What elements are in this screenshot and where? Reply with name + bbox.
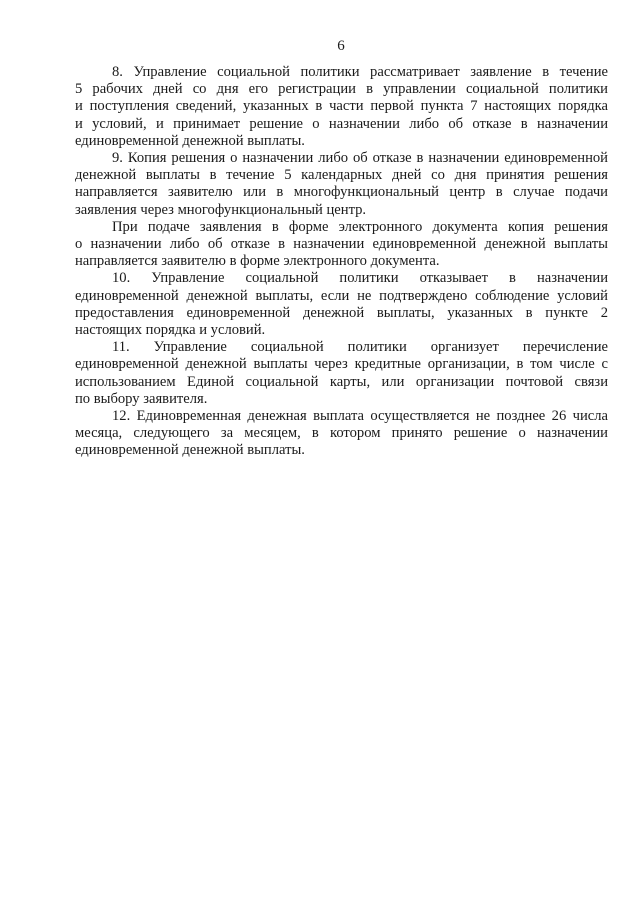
paragraph	[75, 408, 608, 460]
text-line: направляется заявителю или в многофункциональный центр в случае подачи	[75, 184, 608, 201]
text-line: единовременной денежной выплаты.	[75, 132, 305, 149]
text-line: 5 рабочих дней со дня его регистрации в управлении социальной политики	[75, 81, 608, 98]
text-line: по выбору заявителя.	[75, 390, 208, 407]
text-line: единовременной денежной выплаты.	[75, 442, 305, 459]
text-line: 8. Управление социальной политики рассматривает заявление в течение	[112, 64, 608, 80]
text-line: 12. Единовременная денежная выплата осуществляется не позднее 26 числа	[112, 408, 608, 425]
paragraph	[75, 270, 608, 339]
text-line: о назначении либо об отказе в назначении единовременной денежной выплаты	[75, 236, 608, 253]
paragraph	[75, 219, 608, 271]
paragraph	[75, 64, 608, 150]
text-line: направляется заявителю в форме электронного документа.	[75, 253, 440, 270]
text-line: месяца, следующего за месяцем, в котором принято решение о назначении	[75, 425, 608, 442]
text-line: настоящих порядка и условий.	[75, 322, 266, 339]
text-line: 9. Копия решения о назначении либо об отказе в назначении единовременной	[112, 150, 608, 167]
document-body	[75, 64, 608, 460]
text-line: 11. Управление социальной политики организует перечисление	[112, 339, 608, 356]
text-line: использованием Единой социальной карты, или организации почтовой связи	[75, 373, 608, 390]
paragraph	[75, 339, 608, 408]
text-line: и поступления сведений, указанных в части первой пункта 7 настоящих порядка	[75, 98, 608, 115]
text-line: единовременной денежной выплаты через кредитные организации, в том числе с	[75, 356, 608, 373]
text-line: единовременной денежной выплаты, если не подтверждено соблюдение условий	[75, 287, 608, 304]
text-line: и условий, и принимает решение о назначении либо об отказе в назначении	[75, 115, 608, 132]
page-number: 6	[337, 38, 345, 54]
paragraph	[75, 150, 608, 219]
text-line: заявления через многофункциональный центр.	[75, 201, 367, 218]
text-line: денежной выплаты в течение 5 календарных дней со дня принятия решения	[75, 167, 608, 184]
text-line: 10. Управление социальной политики отказывает в назначении	[112, 270, 608, 287]
text-line: предоставления единовременной денежной выплаты, указанных в пункте 2	[75, 304, 608, 321]
text-line: При подаче заявления в форме электронного документа копия решения	[112, 218, 608, 235]
